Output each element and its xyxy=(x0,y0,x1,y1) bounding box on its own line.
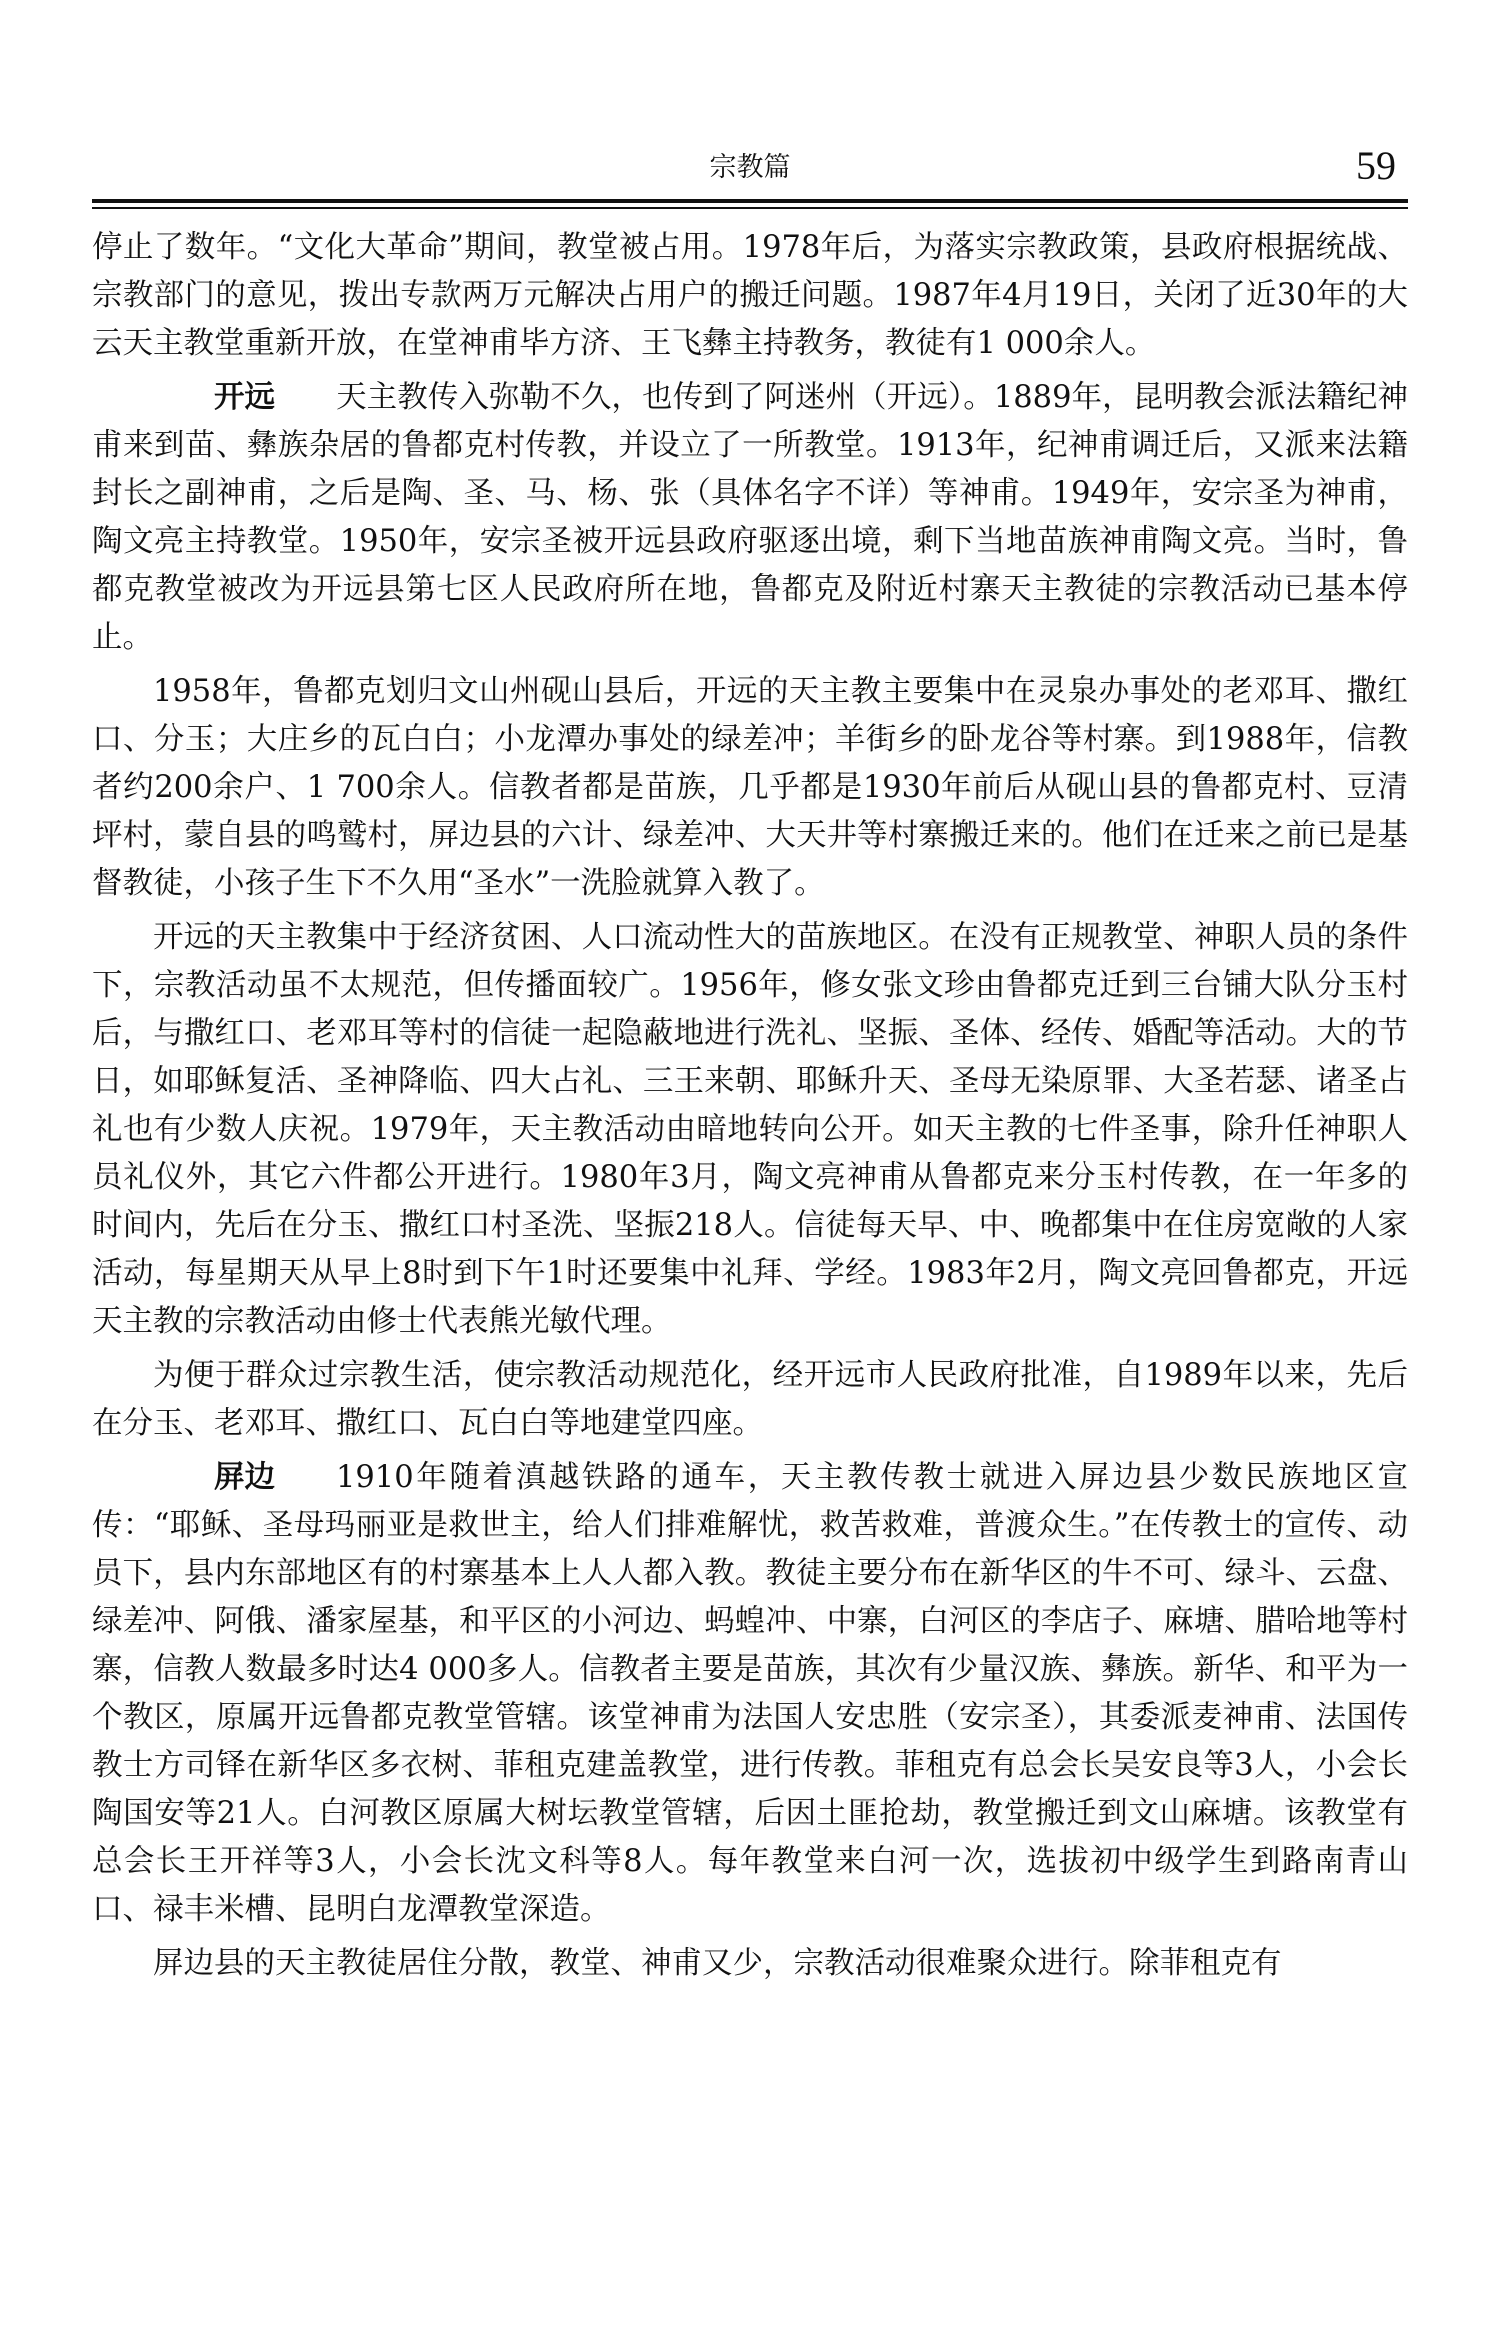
paragraph xyxy=(92,1940,1408,1988)
paragraph-text: 天主教传入弥勒不久，也传到了阿迷州（开远）。1889年，昆明教会派法籍纪神甫来到苗、彝族杂居的鲁都克村传教，并设立了一所教堂。1913年，纪神甫调迁后，又派来法籍封长之副神甫，之后是陶、圣、马、杨、张（具体名字不详）等神甫。1949年，安宗圣为神甫，陶文亮主持教堂。1950年，安宗圣被开远县政府驱逐出境，剩下当地苗族神甫陶文亮。当时，鲁都克教堂被改为开远县第七区人民政府所在地，鲁都克及附近村寨天主教徒的宗教活动已基本停止。 xyxy=(92,380,1408,655)
section-title: 宗教篇 xyxy=(709,152,791,183)
body-text xyxy=(92,224,1408,1994)
paragraph-text: 1958年，鲁都克划归文山州砚山县后，开远的天主教主要集中在灵泉办事处的老邓耳、撒红口、分玉；大庄乡的瓦白白；小龙潭办事处的绿差冲；羊街乡的卧龙谷等村寨。到1988年，信教者约200余户、1 700余人。信教者都是苗族，几乎都是1930年前后从砚山县的鲁都克村、豆清坪村，蒙自县的鸣鹫村，屏边县的六计、绿差冲、大天井等村寨搬迁来的。他们在迁来之前已是基督教徒，小孩子生下不久用“圣水”一洗脸就算入教了。 xyxy=(92,674,1408,901)
paragraph-text: 为便于群众过宗教生活，使宗教活动规范化，经开远市人民政府批准，自1989年以来，先后在分玉、老邓耳、撒红口、瓦白白等地建堂四座。 xyxy=(92,1358,1408,1441)
paragraph-text: 屏边县的天主教徒居住分散，教堂、神甫又少，宗教活动很难聚众进行。除菲租克有 xyxy=(153,1946,1282,1981)
header-rule-thin xyxy=(92,207,1408,209)
paragraph xyxy=(92,224,1408,368)
section-heading-pingbian: 屏边 xyxy=(214,1460,275,1495)
paragraph-text: 1910年随着滇越铁路的通车，天主教传教士就进入屏边县少数民族地区宣传：“耶稣、圣母玛丽亚是救世主，给人们排难解忧，救苦救难，普渡众生。”在传教士的宣传、动员下，县内东部地区有的村寨基本上人人都入教。教徒主要分布在新华区的牛不可、绿斗、云盘、绿差冲、阿俄、潘家屋基，和平区的小河边、蚂蝗冲、中寨，白河区的李店子、麻塘、腊哈地等村寨，信教人数最多时达4 000多人。信教者主要是苗族，其次有少量汉族、彝族。新华、和平为一个教区，原属开远鲁都克教堂管辖。该堂神甫为法国人安忠胜（安宗圣），其委派麦神甫、法国传教士方司铎在新华区多衣树、菲租克建盖教堂，进行传教。菲租克有总会长吴安良等3人，小会长陶国安等21人。白河教区原属大树坛教堂管辖，后因土匪抢劫，教堂搬迁到文山麻塘。该教堂有总会长王开祥等3人，小会长沈文科等8人。每年教堂来白河一次，选拔初中级学生到路南青山口、禄丰米槽、昆明白龙潭教堂深造。 xyxy=(92,1460,1408,1927)
page-number: 59 xyxy=(1356,143,1396,188)
paragraph-text: 开远的天主教集中于经济贫困、人口流动性大的苗族地区。在没有正规教堂、神职人员的条件下，宗教活动虽不太规范，但传播面较广。1956年，修女张文珍由鲁都克迁到三台铺大队分玉村后，与撒红口、老邓耳等村的信徒一起隐蔽地进行洗礼、坚振、圣体、经传、婚配等活动。大的节日，如耶稣复活、圣神降临、四大占礼、三王来朝、耶稣升天、圣母无染原罪、大圣若瑟、诸圣占礼也有少数人庆祝。1979年，天主教活动由暗地转向公开。如天主教的七件圣事，除升任神职人员礼仪外，其它六件都公开进行。1980年3月，陶文亮神甫从鲁都克来分玉村传教，在一年多的时间内，先后在分玉、撒红口村圣洗、坚振218人。信徒每天早、中、晚都集中在住房宽敞的人家活动，每星期天从早上8时到下午1时还要集中礼拜、学经。1983年2月，陶文亮回鲁都克，开远天主教的宗教活动由修士代表熊光敏代理。 xyxy=(92,920,1408,1339)
paragraph xyxy=(92,374,1408,662)
section-heading-kaiyuan: 开远 xyxy=(214,380,275,415)
paragraph xyxy=(92,668,1408,908)
paragraph xyxy=(92,1352,1408,1448)
paragraph-text: 停止了数年。“文化大革命”期间，教堂被占用。1978年后，为落实宗教政策，县政府根据统战、宗教部门的意见，拨出专款两万元解决占用户的搬迁问题。1987年4月19日，关闭了近30年的大云天主教堂重新开放，在堂神甫毕方济、王飞彝主持教务，教徒有1 000余人。 xyxy=(92,230,1408,361)
paragraph xyxy=(92,914,1408,1346)
header-rule-thick xyxy=(92,199,1408,203)
running-header xyxy=(92,143,1408,192)
paragraph xyxy=(92,1454,1408,1934)
